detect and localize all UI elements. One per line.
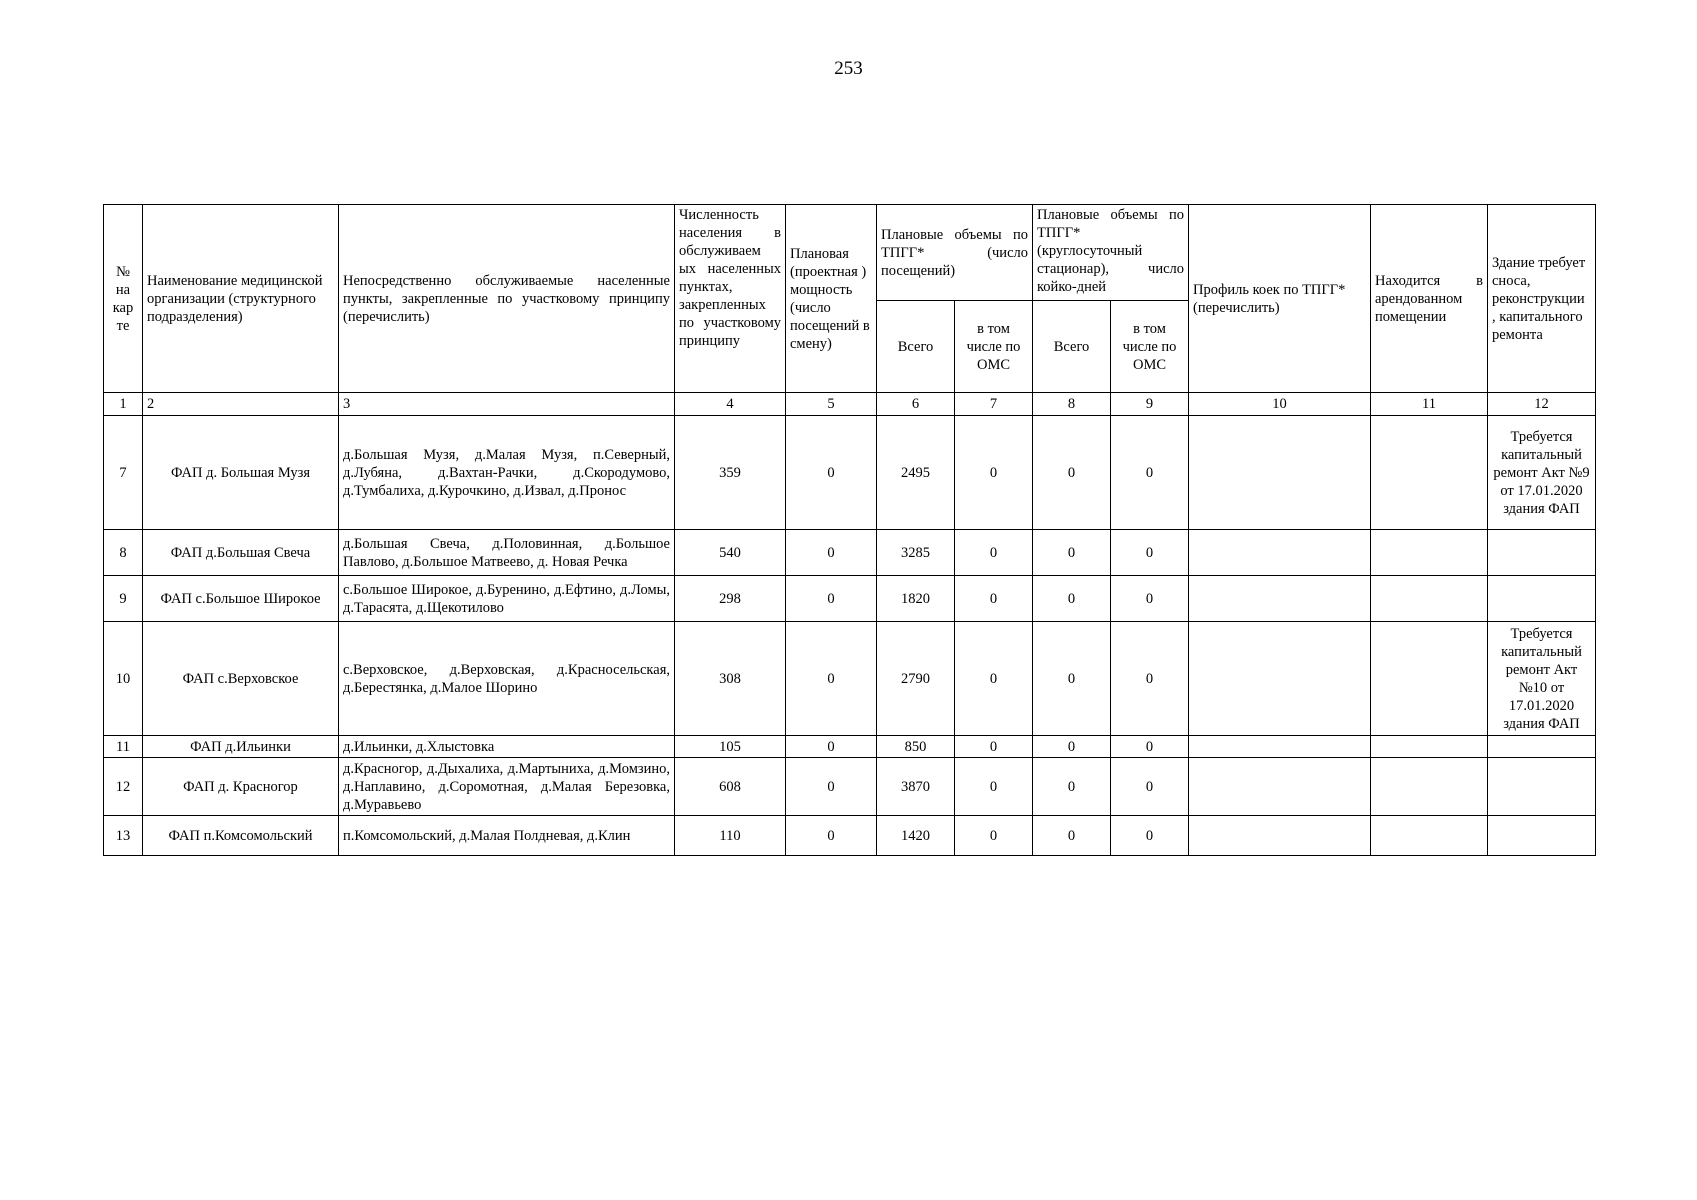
population: 608 (675, 758, 786, 816)
column-number: 7 (955, 393, 1033, 416)
bed-profile (1189, 622, 1371, 736)
rented (1371, 576, 1488, 622)
organization-name: ФАП с.Большое Широкое (143, 576, 339, 622)
column-number: 11 (1371, 393, 1488, 416)
row-number: 11 (104, 736, 143, 758)
building-condition (1488, 816, 1596, 856)
column-number: 5 (786, 393, 877, 416)
visits-oms: 0 (955, 758, 1033, 816)
beddays-total: 0 (1033, 416, 1111, 530)
beddays-total: 0 (1033, 736, 1111, 758)
served-places: с.Верховское, д.Верховская, д.Красносельская, д.Берестянка, д.Малое Шорино (339, 622, 675, 736)
beddays-oms: 0 (1111, 416, 1189, 530)
column-number-row (104, 393, 1596, 416)
header-organization: Наименование медицинской организации (структурного подразделения) (143, 205, 339, 393)
column-number: 4 (675, 393, 786, 416)
visits-oms: 0 (955, 816, 1033, 856)
bed-profile (1189, 758, 1371, 816)
header-bed-profile: Профиль коек по ТПГГ* (перечислить) (1189, 205, 1371, 393)
beddays-oms: 0 (1111, 816, 1189, 856)
visits-oms: 0 (955, 416, 1033, 530)
capacity: 0 (786, 622, 877, 736)
row-number: 10 (104, 622, 143, 736)
column-number: 3 (339, 393, 675, 416)
visits-oms: 0 (955, 530, 1033, 576)
served-places: с.Большое Широкое, д.Буренино, д.Ефтино, д.Ломы, д.Тарасята, д.Щекотилово (339, 576, 675, 622)
capacity: 0 (786, 530, 877, 576)
organization-name: ФАП п.Комсомольский (143, 816, 339, 856)
table-row (104, 530, 1596, 576)
header-beddays-total: Всего (1033, 301, 1111, 393)
visits-total: 1820 (877, 576, 955, 622)
table-row (104, 416, 1596, 530)
bed-profile (1189, 736, 1371, 758)
served-places: д.Большая Свеча, д.Половинная, д.Большое Павлово, д.Большое Матвеево, д. Новая Речка (339, 530, 675, 576)
table-row (104, 576, 1596, 622)
row-number: 9 (104, 576, 143, 622)
served-places: п.Комсомольский, д.Малая Полдневая, д.Клин (339, 816, 675, 856)
building-condition (1488, 736, 1596, 758)
beddays-total: 0 (1033, 622, 1111, 736)
header-population: Численность населения в обслуживаем ых населенных пунктах, закрепленных по участковому принципу (675, 205, 786, 393)
rented (1371, 758, 1488, 816)
column-number: 12 (1488, 393, 1596, 416)
bed-profile (1189, 576, 1371, 622)
served-places: д.Красногор, д.Дыхалиха, д.Мартыниха, д.Момзино, д.Наплавино, д.Соромотная, д.Малая Березовка, д.Муравьево (339, 758, 675, 816)
served-places: д.Ильинки, д.Хлыстовка (339, 736, 675, 758)
served-places: д.Большая Музя, д.Малая Музя, п.Северный, д.Лубяна, д.Вахтан-Рачки, д.Скородумово, д.Тумбалиха, д.Курочкино, д.Извал, д.Пронос (339, 416, 675, 530)
organization-name: ФАП д. Красногор (143, 758, 339, 816)
rented (1371, 622, 1488, 736)
header-rented: Находится в арендованном помещении (1371, 205, 1488, 393)
visits-oms: 0 (955, 736, 1033, 758)
population: 110 (675, 816, 786, 856)
visits-total: 2495 (877, 416, 955, 530)
header-beddays-oms: в том числе по ОМС (1111, 301, 1189, 393)
building-condition (1488, 530, 1596, 576)
population: 540 (675, 530, 786, 576)
beddays-total: 0 (1033, 816, 1111, 856)
capacity: 0 (786, 816, 877, 856)
visits-oms: 0 (955, 622, 1033, 736)
header-served-places: Непосредственно обслуживаемые населенные пункты, закрепленные по участковому принципу (перечислить) (339, 205, 675, 393)
facilities-table (103, 204, 1596, 856)
visits-total: 850 (877, 736, 955, 758)
organization-name: ФАП д. Большая Музя (143, 416, 339, 530)
visits-total: 3870 (877, 758, 955, 816)
beddays-oms: 0 (1111, 736, 1189, 758)
beddays-oms: 0 (1111, 622, 1189, 736)
rented (1371, 530, 1488, 576)
visits-oms: 0 (955, 576, 1033, 622)
beddays-total: 0 (1033, 530, 1111, 576)
header-map-number: № на кар те (104, 205, 143, 393)
visits-total: 1420 (877, 816, 955, 856)
table-row (104, 816, 1596, 856)
building-condition (1488, 576, 1596, 622)
building-condition: Требуется капитальный ремонт Акт №9 от 17.01.2020 здания ФАП (1488, 416, 1596, 530)
page-number: 253 (834, 58, 863, 79)
rented (1371, 816, 1488, 856)
table-row (104, 758, 1596, 816)
column-number: 9 (1111, 393, 1189, 416)
bed-profile (1189, 816, 1371, 856)
beddays-total: 0 (1033, 758, 1111, 816)
header-building-condition: Здание требует сноса, реконструкции , капитального ремонта (1488, 205, 1596, 393)
beddays-oms: 0 (1111, 758, 1189, 816)
header-visits-total: Всего (877, 301, 955, 393)
organization-name: ФАП с.Верховское (143, 622, 339, 736)
beddays-oms: 0 (1111, 576, 1189, 622)
rented (1371, 736, 1488, 758)
column-number: 2 (143, 393, 339, 416)
capacity: 0 (786, 576, 877, 622)
column-number: 10 (1189, 393, 1371, 416)
population: 298 (675, 576, 786, 622)
organization-name: ФАП д.Ильинки (143, 736, 339, 758)
building-condition: Требуется капитальный ремонт Акт №10 от 17.01.2020 здания ФАП (1488, 622, 1596, 736)
visits-total: 3285 (877, 530, 955, 576)
column-number: 8 (1033, 393, 1111, 416)
table-row (104, 622, 1596, 736)
population: 105 (675, 736, 786, 758)
row-number: 8 (104, 530, 143, 576)
beddays-total: 0 (1033, 576, 1111, 622)
organization-name: ФАП д.Большая Свеча (143, 530, 339, 576)
row-number: 7 (104, 416, 143, 530)
header-planned-visits: Плановые объемы по ТПГГ* (число посещений) (877, 205, 1033, 301)
building-condition (1488, 758, 1596, 816)
rented (1371, 416, 1488, 530)
capacity: 0 (786, 416, 877, 530)
capacity: 0 (786, 736, 877, 758)
header-row-1 (104, 205, 1596, 301)
header-capacity: Плановая (проектная ) мощность (число посещений в смену) (786, 205, 877, 393)
visits-total: 2790 (877, 622, 955, 736)
capacity: 0 (786, 758, 877, 816)
header-visits-oms: в том числе по ОМС (955, 301, 1033, 393)
bed-profile (1189, 530, 1371, 576)
beddays-oms: 0 (1111, 530, 1189, 576)
population: 308 (675, 622, 786, 736)
bed-profile (1189, 416, 1371, 530)
table-row (104, 736, 1596, 758)
column-number: 6 (877, 393, 955, 416)
header-planned-beddays: Плановые объемы по ТПГГ* (круглосуточный стационар), число койко-дней (1033, 205, 1189, 301)
population: 359 (675, 416, 786, 530)
column-number: 1 (104, 393, 143, 416)
row-number: 12 (104, 758, 143, 816)
row-number: 13 (104, 816, 143, 856)
